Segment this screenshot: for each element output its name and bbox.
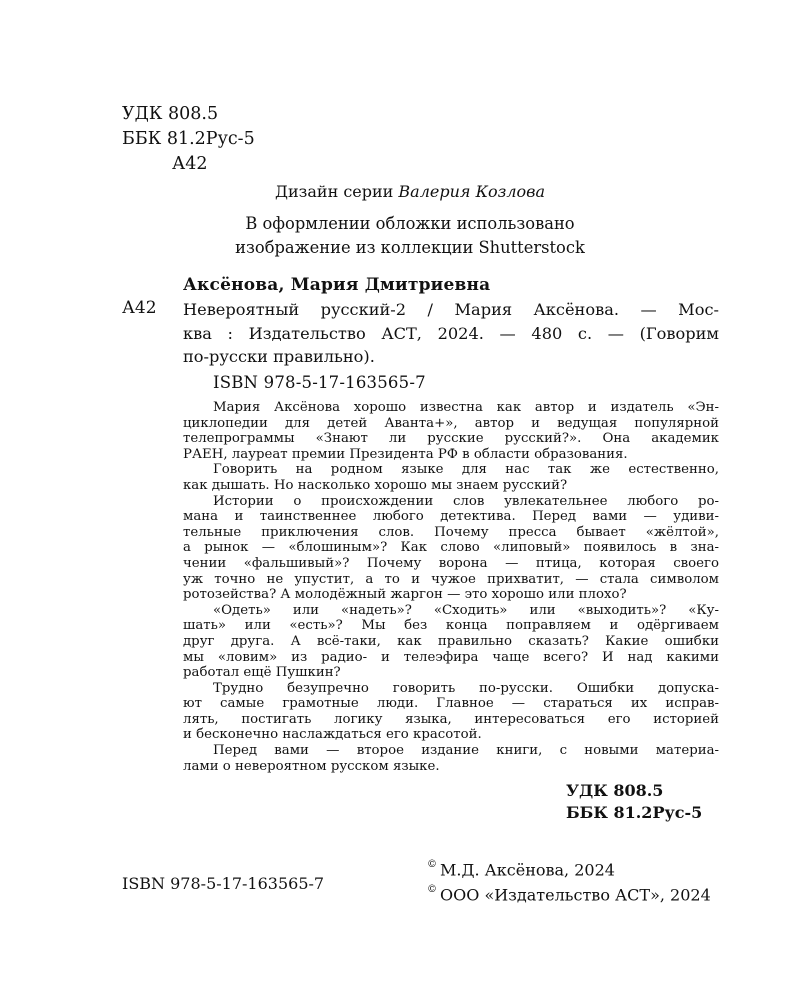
annotation-line: циклопедии для детей Аванта+», автор и ведущая популярной (183, 415, 719, 431)
annotation (183, 400, 719, 774)
author-heading: Аксёнова, Мария Дмитриевна (183, 275, 491, 295)
cover-credit-line-1: В оформлении обложки использовано (245, 214, 575, 233)
udk-code-footer: УДК 808.5 (566, 781, 664, 800)
bibliographic-description (183, 298, 719, 369)
bbk-code: ББК 81.2Рус-5 (122, 129, 255, 149)
isbn-main: ISBN 978-5-17-163565-7 (213, 373, 426, 392)
classification-footer (566, 780, 702, 824)
annotation-line: мы «ловим» из радио- и телеэфира чаще всего? И над какими (183, 649, 719, 665)
cover-credit-line-2: изображение из коллекции Shutterstock (235, 238, 585, 257)
annotation-line: тельные приключения слов. Почему пресса бывает «жёлтой», (183, 524, 719, 540)
copyright-author: © М.Д. Аксёнова, 2024 (427, 859, 615, 880)
annotation-line: Трудно безупречно говорить по-русски. Ошибки допуска- (213, 680, 719, 696)
bib-line: по-русски правильно). (183, 347, 375, 366)
annotation-line: Перед вами — второе издание книги, с новыми материа- (213, 743, 719, 759)
copyright-publisher: © ООО «Издательство АСТ», 2024 (427, 884, 711, 905)
annotation-line: работал ещё Пушкин? (183, 665, 341, 681)
annotation-line: РАЕН, лауреат премии Президента РФ в области образования. (183, 446, 628, 462)
annotation-line: друг друга. А всё-таки, как правильно сказать? Какие ошибки (183, 633, 719, 649)
designer-name: Валерия Козлова (398, 182, 546, 201)
annotation-line: лять, постигать логику языка, интересоваться его историей (183, 711, 719, 727)
bib-line: Невероятный русский-2 / Мария Аксёнова. — Мос- (183, 300, 719, 319)
copyright-block (427, 856, 711, 907)
annotation-line: как дышать. Но насколько хорошо мы знаем русский? (183, 477, 568, 493)
design-prefix: Дизайн серии (274, 182, 399, 201)
annotation-line: «Одеть» или «надеть»? «Сходить» или «выходить»? «Ку- (213, 602, 719, 618)
author-mark: А42 (172, 154, 208, 174)
cover-image-credit (160, 212, 660, 260)
author-mark-side: А42 (122, 298, 157, 318)
annotation-line: телепрограммы «Знают ли русские русский?». Она академик (183, 431, 719, 447)
isbn-footer: ISBN 978-5-17-163565-7 (122, 874, 325, 893)
annotation-line: ротозейства? А молодёжный жаргон — это хорошо или плохо? (183, 587, 627, 603)
annotation-line: шать» или «есть»? Мы без конца поправляем и одёргиваем (183, 618, 719, 634)
classification-header (122, 102, 255, 177)
annotation-line: чении «фальшивый»? Почему ворона — птица, которая своего (183, 555, 719, 571)
bib-line: ква : Издательство АСТ, 2024. — 480 с. — (Говорим (183, 323, 719, 343)
annotation-line: ют самые грамотные люди. Главное — стараться их исправ- (183, 696, 719, 712)
bbk-code-footer: ББК 81.2Рус-5 (566, 803, 703, 822)
copyright-symbol: © (427, 884, 437, 896)
annotation-line: Мария Аксёнова хорошо известна как автор и издатель «Эн- (213, 400, 719, 415)
udk-code: УДК 808.5 (122, 104, 219, 124)
annotation-line: мана и таинственнее любого детектива. Перед вами — удиви- (183, 509, 719, 525)
series-design-credit (160, 180, 660, 203)
annotation-line: уж точно не упустит, а то и чужое прихватит, — стала символом (183, 571, 719, 587)
annotation-line: и бесконечно наслаждаться его красотой. (183, 727, 482, 743)
annotation-line: Говорить на родном языке для нас так же естественно, (213, 462, 719, 478)
annotation-line: лами о невероятном русском языке. (183, 758, 440, 774)
copyright-symbol: © (427, 859, 437, 870)
annotation-line: Истории о происхождении слов увлекательнее любого ро- (213, 493, 719, 509)
annotation-line: а рынок — «блошиным»? Как слово «липовый» появилось в зна- (183, 540, 719, 556)
